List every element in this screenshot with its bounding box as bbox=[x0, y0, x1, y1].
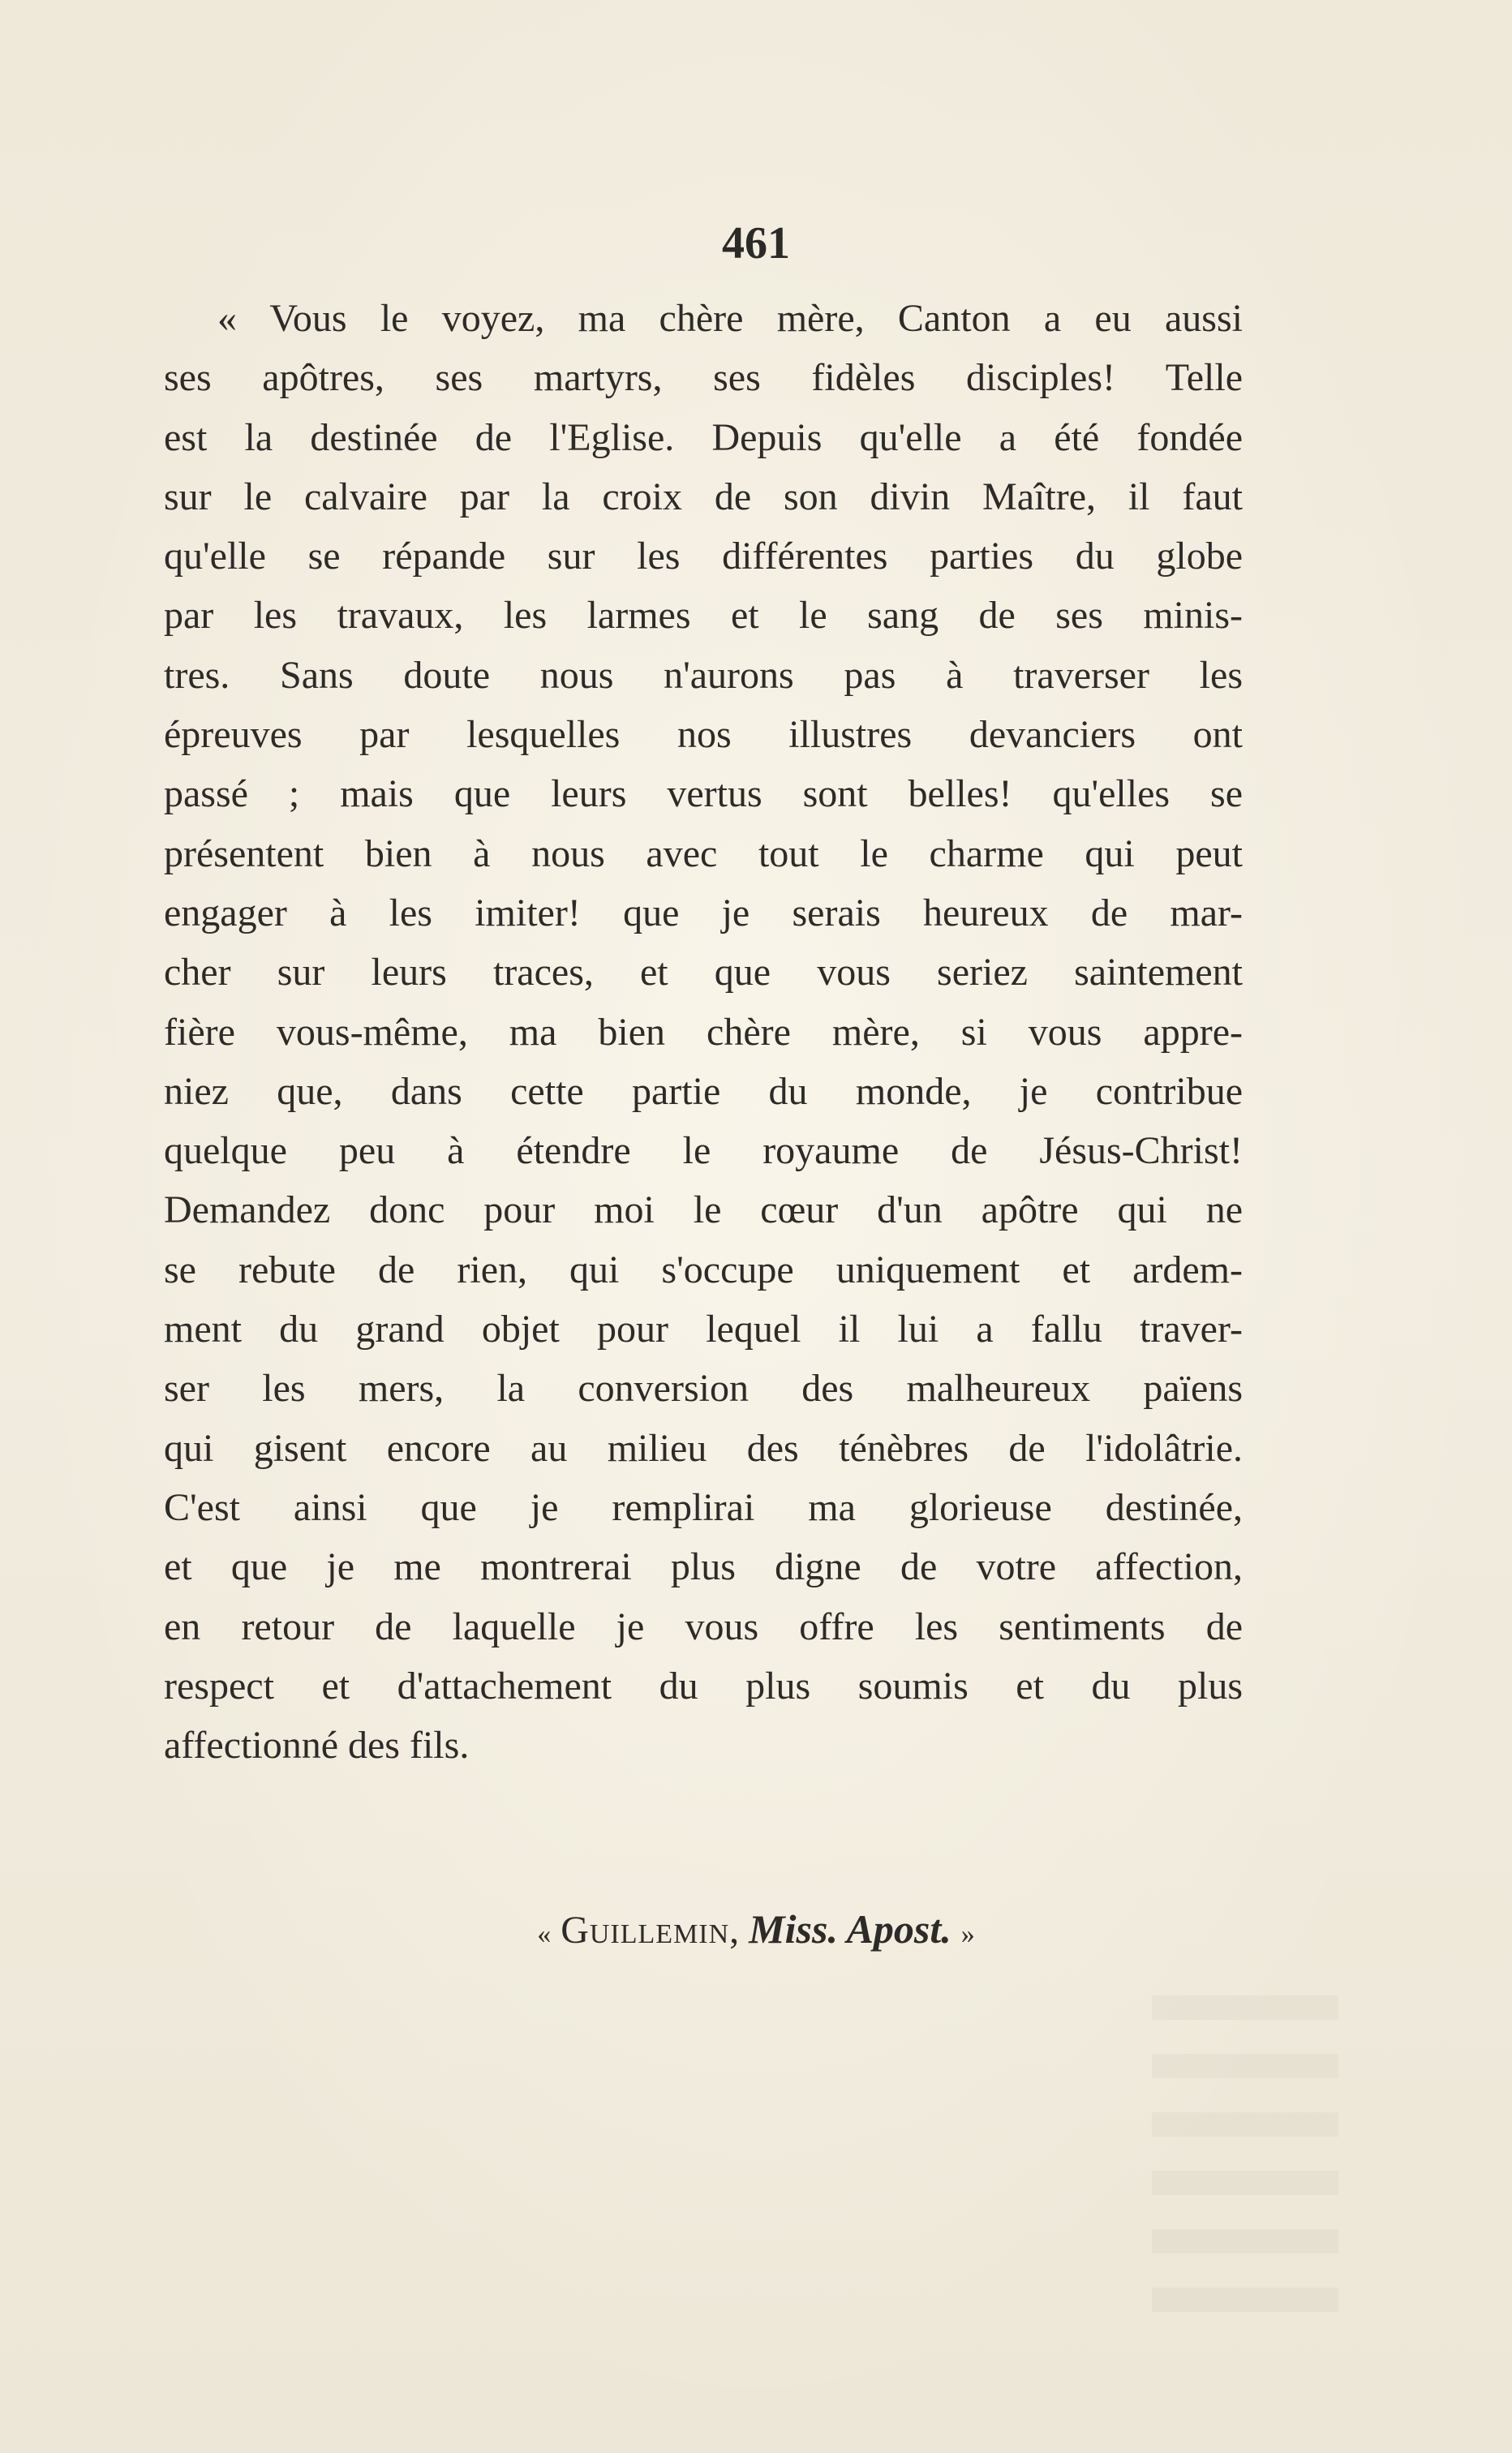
text-line: est la destinée de l'Eglise. Depuis qu'elle a été fondée bbox=[164, 415, 1243, 459]
page-number: 461 bbox=[722, 218, 790, 268]
text-line: présentent bien à nous avec tout le charme qui peut bbox=[164, 831, 1243, 875]
text-line: par les travaux, les larmes et le sang de ses minis- bbox=[164, 594, 1243, 638]
signature-title: Miss. Apost. bbox=[749, 1906, 951, 1952]
text-line: cher sur leurs traces, et que vous seriez saintement bbox=[164, 951, 1243, 995]
text-line: fière vous-même, ma bien chère mère, si vous appre- bbox=[164, 1010, 1243, 1054]
letter-signature bbox=[0, 1903, 1512, 1961]
text-line: tres. Sans doute nous n'aurons pas à traverser les bbox=[164, 653, 1243, 697]
text-line: ser les mers, la conversion des malheureux païens bbox=[164, 1367, 1243, 1411]
signature-name: Guillemin bbox=[561, 1909, 730, 1952]
text-line: et que je me montrerai plus digne de votre affection, bbox=[164, 1545, 1243, 1589]
text-line: ment du grand objet pour lequel il lui a fallu traver- bbox=[164, 1308, 1243, 1351]
signature-separator: , bbox=[729, 1909, 740, 1952]
text-line: quelque peu à étendre le royaume de Jésus-Christ! bbox=[164, 1129, 1243, 1173]
reverse-page-show-through bbox=[1152, 1995, 1338, 2336]
text-line: qui gisent encore au milieu des ténèbres de l'idolâtrie. bbox=[164, 1426, 1243, 1470]
text-line: C'est ainsi que je remplirai ma glorieuse destinée, bbox=[164, 1485, 1243, 1529]
text-line: « Vous le voyez, ma chère mère, Canton a eu aussi bbox=[217, 297, 1243, 340]
text-line: épreuves par lesquelles nos illustres devanciers ont bbox=[164, 713, 1243, 757]
text-line: se rebute de rien, qui s'occupe uniquement et ardem- bbox=[164, 1248, 1243, 1291]
text-line: en retour de laquelle je vous offre les sentiments de bbox=[164, 1605, 1243, 1648]
text-line: sur le calvaire par la croix de son divin Maître, il faut bbox=[164, 475, 1243, 518]
signature-open-quote: « bbox=[537, 1919, 552, 1949]
text-line: niez que, dans cette partie du monde, je contribue bbox=[164, 1069, 1243, 1113]
text-line: qu'elle se répande sur les différentes parties du globe bbox=[164, 535, 1243, 578]
text-line: passé ; mais que leurs vertus sont belles! qu'elles se bbox=[164, 772, 1243, 816]
text-line: affectionné des fils. bbox=[164, 1724, 470, 1768]
text-line: engager à les imiter! que je serais heureux de mar- bbox=[164, 891, 1243, 934]
letter-paragraph bbox=[164, 289, 1243, 1775]
text-line: respect et d'attachement du plus soumis et du plus bbox=[164, 1664, 1243, 1708]
text-line: Demandez donc pour moi le cœur d'un apôtre qui ne bbox=[164, 1188, 1243, 1232]
text-line: ses apôtres, ses martyrs, ses fidèles disciples! Telle bbox=[164, 356, 1243, 400]
signature-close-quote: » bbox=[960, 1919, 975, 1949]
